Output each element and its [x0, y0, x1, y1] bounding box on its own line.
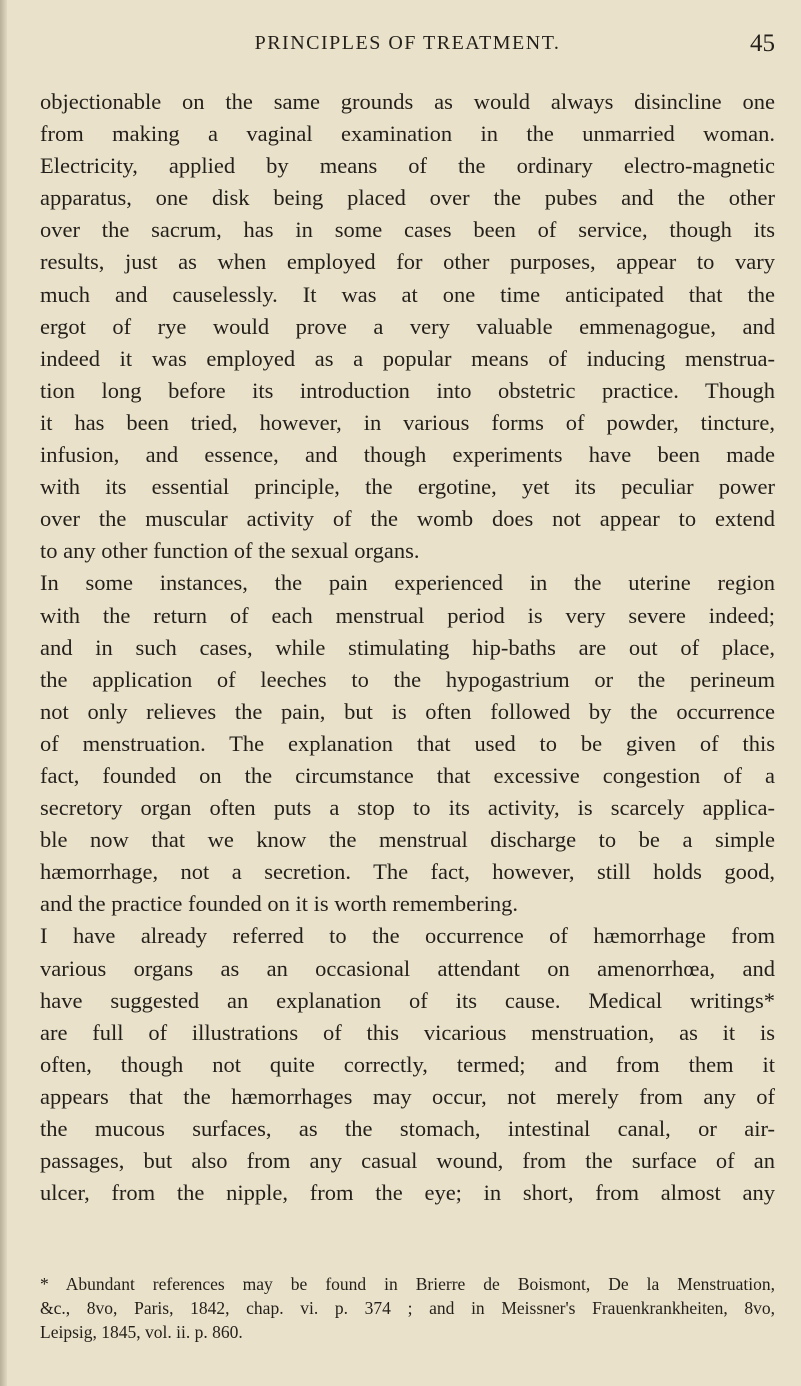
running-head — [40, 30, 775, 66]
text-line: and the practice founded on it is worth remembering. — [40, 891, 518, 917]
text-line: it has been tried, however, in various forms of powder, tincture, — [40, 409, 775, 435]
text-line: the application of leeches to the hypogastrium or the perineum — [40, 666, 775, 692]
text-line: infusion, and essence, and though experiments have been made — [40, 442, 775, 468]
text-line: indeed it was employed as a popular means of inducing menstrua- — [40, 345, 775, 371]
text-line: ulcer, from the nipple, from the eye; in short, from almost any — [40, 1180, 775, 1206]
footnote — [40, 1272, 775, 1344]
text-line: fact, founded on the circumstance that excessive congestion of a — [40, 762, 775, 788]
text-line: from making a vaginal examination in the unmarried woman. — [40, 121, 775, 147]
text-line: with the return of each menstrual period is very severe indeed; — [40, 602, 775, 628]
text-line: over the sacrum, has in some cases been of service, though its — [40, 217, 775, 243]
text-line: and in such cases, while stimulating hip-baths are out of place, — [40, 634, 775, 660]
text-line: not only relieves the pain, but is often followed by the occurrence — [40, 698, 775, 724]
text-line: results, just as when employed for other purposes, appear to vary — [40, 249, 775, 275]
running-title: PRINCIPLES OF TREATMENT. — [254, 32, 561, 54]
text-line: ergot of rye would prove a very valuable emmenagogue, and — [40, 313, 775, 339]
text-line: objectionable on the same grounds as would always disincline one — [40, 89, 775, 114]
text-line: Electricity, applied by means of the ordinary electro-magnetic — [40, 153, 775, 179]
text-line: hæmorrhage, not a secretion. The fact, however, still holds good, — [40, 859, 775, 885]
text-line: ble now that we know the menstrual discharge to be a simple — [40, 827, 775, 853]
page-edge-shadow — [0, 0, 7, 1386]
text-line: In some instances, the pain experienced in the uterine region — [40, 570, 775, 596]
text-line: are full of illustrations of this vicarious menstruation, as it is — [40, 1019, 775, 1045]
footnote-line: &c., 8vo, Paris, 1842, chap. vi. p. 374 ; and in Meissner's Frauenkrankheiten, 8vo, — [40, 1298, 775, 1318]
footnote-line: Leipsig, 1845, vol. ii. p. 860. — [40, 1322, 243, 1342]
text-line: have suggested an explanation of its cause. Medical writings* — [40, 987, 775, 1013]
text-line: of menstruation. The explanation that used to be given of this — [40, 730, 775, 756]
text-line: various organs as an occasional attendant on amenorrhœa, and — [40, 955, 775, 981]
text-line: I have already referred to the occurrence of hæmorrhage from — [40, 923, 775, 949]
text-line: the mucous surfaces, as the stomach, intestinal canal, or air- — [40, 1116, 775, 1141]
text-line: passages, but also from any casual wound, from the surface of an — [40, 1148, 775, 1174]
text-line: tion long before its introduction into obstetric practice. Though — [40, 377, 775, 403]
text-line: over the muscular activity of the womb does not appear to extend — [40, 506, 775, 532]
text-line: secretory organ often puts a stop to its activity, is scarcely applica- — [40, 795, 775, 821]
text-line: much and causelessly. It was at one time anticipated that the — [40, 281, 775, 307]
text-line: apparatus, one disk being placed over the pubes and the other — [40, 185, 775, 211]
text-line: with its essential principle, the ergotine, yet its peculiar power — [40, 474, 775, 500]
footnote-line: * Abundant references may be found in Brierre de Boismont, De la Menstruation, — [40, 1274, 775, 1294]
text-line: appears that the hæmorrhages may occur, not merely from any of — [40, 1083, 775, 1109]
page-number: 45 — [750, 30, 775, 57]
body-text — [40, 86, 775, 1209]
text-line: to any other function of the sexual organs. — [40, 538, 420, 564]
text-line: often, though not quite correctly, termed; and from them it — [40, 1051, 775, 1077]
